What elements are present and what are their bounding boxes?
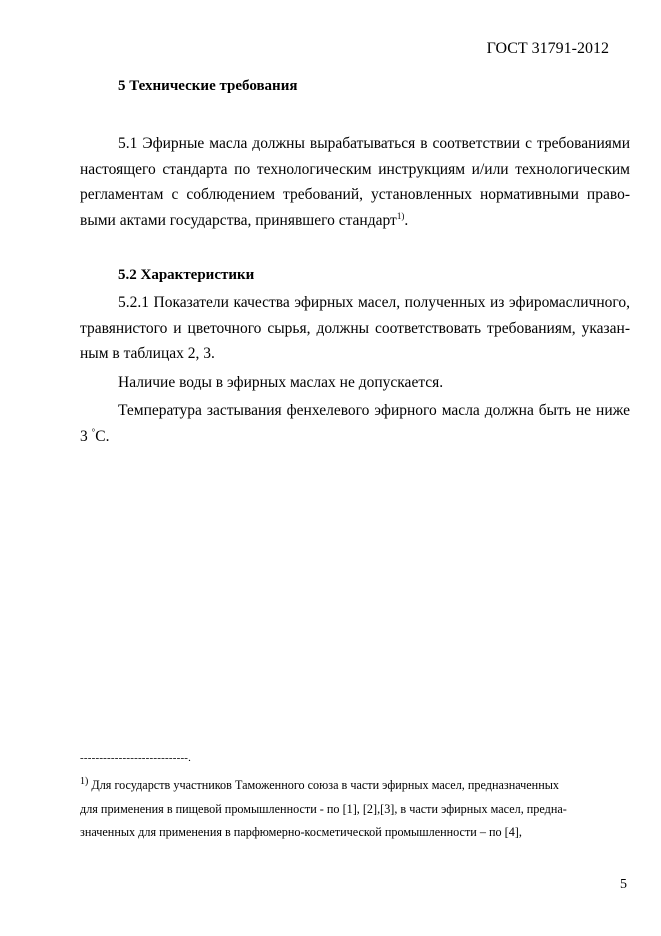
footnote-line-2: для применения в пищевой промышленности - по [1], [2],[3], в части эфирных масел, предна- — [80, 801, 567, 816]
footnote-line-1 — [80, 774, 630, 798]
paragraph-5-2-1-line-1: 5.2.1 Показатели качества эфирных масел, полученных из эфиромасличного, — [118, 294, 630, 311]
footnote-line-3: значенных для применения в парфюмерно-косметической промышленности – по [4], — [80, 825, 522, 839]
temperature-line-1: Температура застывания фенхелевого эфирного масла должна быть не ниже — [118, 402, 630, 419]
temperature-line-2 — [80, 424, 630, 450]
temperature-value: 3 — [80, 427, 88, 445]
paragraph-5-1-line-1: 5.1 Эфирные масла должны вырабатываться в соответствии с требованиями — [118, 135, 630, 152]
section-5-heading: 5 Технические требования — [118, 78, 298, 94]
footnote-separator: ----------------------------. — [80, 752, 192, 764]
temperature-paragraph — [80, 398, 630, 449]
footnote-line-1-text: Для государств участников Таможенного союза в части эфирных масел, предназначенных — [91, 778, 559, 792]
paragraph-5-2-1-line-3: ным в таблицах 2, 3. — [80, 345, 215, 363]
paragraph-5-1-line-2: настоящего стандарта по технологическим инструкциям и/или технологическим — [80, 160, 630, 178]
paragraph-5-2-1 — [80, 290, 630, 367]
footnote-mark: 1) — [80, 775, 89, 787]
paragraph-5-1-line-4-end: . — [404, 211, 409, 229]
water-requirement-text: Наличие воды в эфирных маслах не допускается. — [118, 374, 444, 391]
degree-sign: ° — [91, 426, 96, 437]
footnote-text — [80, 774, 630, 845]
paragraph-5-1 — [80, 131, 630, 233]
paragraph-5-2-1-line-2: травянистого и цветочного сырья, должны соответствовать требованиям, указан- — [80, 319, 630, 337]
paragraph-5-1-line-4 — [80, 208, 630, 234]
page-number: 5 — [620, 877, 627, 892]
temperature-unit: С. — [95, 427, 110, 445]
document-code: ГОСТ 31791-2012 — [486, 40, 609, 57]
section-5-2-heading: 5.2 Характеристики — [118, 267, 255, 283]
paragraph-5-1-line-4-text: выми актами государства, принявшего стандарт — [80, 211, 397, 229]
footnote-reference: 1) — [396, 210, 405, 221]
paragraph-5-1-line-3: регламентам с соблюдением требований, установленных нормативными право- — [80, 186, 630, 204]
